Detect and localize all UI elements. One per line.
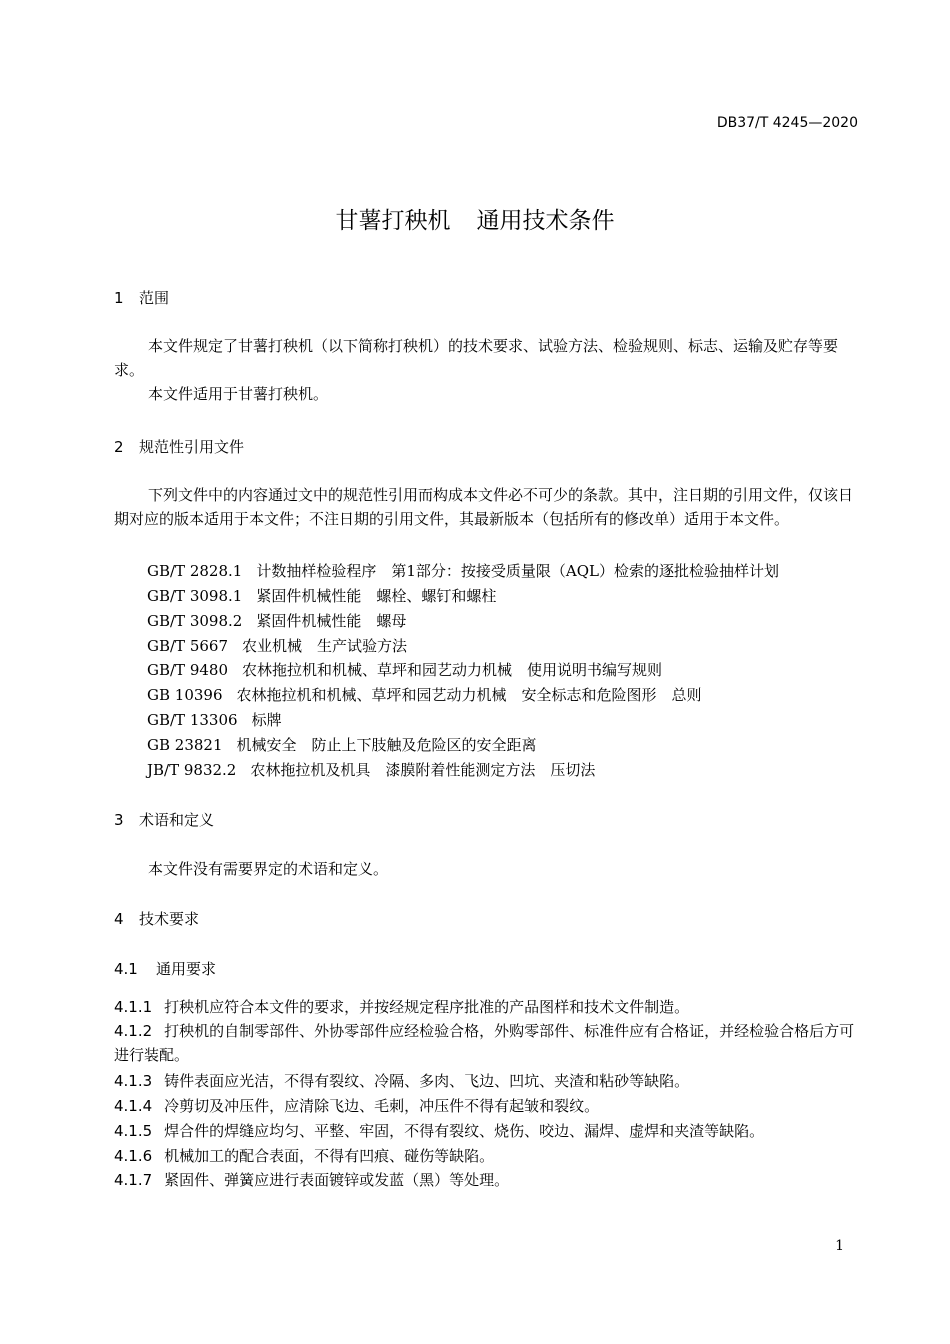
- reference-item: [147, 585, 496, 606]
- clause-item: [114, 1119, 864, 1143]
- section-title: 规范性引用文件: [139, 438, 245, 456]
- reference-code: GB/T 9480: [147, 661, 229, 679]
- section-title: 术语和定义: [139, 811, 215, 829]
- reference-code: GB/T 2828.1: [147, 562, 243, 580]
- reference-code: GB/T 5667: [147, 637, 229, 655]
- clause-item: [114, 1144, 864, 1168]
- section-3-body: [114, 857, 862, 881]
- reference-item: [147, 734, 537, 755]
- section-heading-1: [114, 287, 169, 308]
- reference-title: 机械安全 防止上下肢触及危险区的安全距离: [236, 736, 537, 754]
- clause-number: 4.1.2: [114, 1022, 153, 1040]
- reference-item: [147, 684, 702, 705]
- paragraph: 本文件规定了甘薯打秧机（以下简称打秧机）的技术要求、试验方法、检验规则、标志、运输及贮存等要求。: [114, 337, 839, 379]
- clause-text: 机械加工的配合表面，不得有凹痕、碰伤等缺陷。: [164, 1147, 495, 1165]
- reference-item: [147, 759, 595, 780]
- paragraph: 下列文件中的内容通过文中的规范性引用而构成本文件必不可少的条款。其中，注日期的引用文件，仅该日期对应的版本适用于本文件；不注日期的引用文件，其最新版本（包括所有的修改单）适用于本文件。: [114, 486, 854, 528]
- section-title: 技术要求: [139, 910, 200, 928]
- clause-text: 打秧机的自制零部件、外协零部件应经检验合格，外购零部件、标准件应有合格证，并经检验合格后方可进行装配。: [114, 1022, 855, 1064]
- reference-title: 农林拖拉机和机械、草坪和园艺动力机械 安全标志和危险图形 总则: [236, 686, 702, 704]
- reference-item: [147, 635, 407, 656]
- section-number: 4: [114, 910, 124, 928]
- clause-text: 紧固件、弹簧应进行表面镀锌或发蓝（黑）等处理。: [164, 1171, 510, 1189]
- page-title: [0, 202, 950, 235]
- reference-title: 农业机械 生产试验方法: [242, 637, 408, 655]
- reference-title: 农林拖拉机和机械、草坪和园艺动力机械 使用说明书编写规则: [242, 661, 663, 679]
- reference-item: [147, 610, 406, 631]
- clause-text: 焊合件的焊缝应均匀、平整、牢固，不得有裂纹、烧伤、咬边、漏焊、虚焊和夹渣等缺陷。: [164, 1122, 765, 1140]
- reference-code: GB/T 3098.2: [147, 612, 243, 630]
- page-number: 1: [835, 1238, 844, 1254]
- reference-code: JB/T 9832.2: [147, 761, 237, 779]
- section-number: 2: [114, 438, 124, 456]
- title-part1: 甘薯打秧机: [335, 208, 451, 234]
- reference-item: [147, 709, 282, 730]
- reference-item: [147, 659, 662, 680]
- section-title: 范围: [139, 289, 170, 307]
- section-1-body: [114, 334, 862, 406]
- clause-number: 4.1.3: [114, 1072, 153, 1090]
- reference-code: GB 23821: [147, 736, 223, 754]
- clause-item: [114, 1094, 864, 1118]
- section-2-body: [114, 483, 862, 531]
- clause-number: 4.1.4: [114, 1097, 153, 1115]
- reference-code: GB/T 13306: [147, 711, 238, 729]
- section-number: 3: [114, 811, 124, 829]
- reference-title: 紧固件机械性能 螺母: [256, 612, 407, 630]
- section-number: 1: [114, 289, 124, 307]
- clause-item: [114, 995, 864, 1019]
- reference-code: GB 10396: [147, 686, 223, 704]
- clause-item: [114, 1019, 864, 1067]
- reference-title: 农林拖拉机及机具 漆膜附着性能测定方法 压切法: [250, 761, 596, 779]
- reference-title: 计数抽样检验程序 第1部分：按接受质量限（AQL）检索的逐批检验抽样计划: [256, 562, 779, 580]
- paragraph: 本文件适用于甘薯打秧机。: [148, 385, 329, 403]
- clause-number: 4.1.5: [114, 1122, 153, 1140]
- reference-code: GB/T 3098.1: [147, 587, 243, 605]
- clause-item: [114, 1069, 864, 1093]
- paragraph: 本文件没有需要界定的术语和定义。: [148, 860, 389, 878]
- subsection-title: 通用要求: [156, 960, 217, 978]
- subsection-heading-4-1: [114, 958, 216, 979]
- reference-title: 紧固件机械性能 螺栓、螺钉和螺柱: [256, 587, 497, 605]
- title-part2: 通用技术条件: [476, 208, 615, 234]
- clause-number: 4.1.7: [114, 1171, 153, 1189]
- section-heading-2: [114, 436, 244, 457]
- clause-item: [114, 1168, 864, 1192]
- reference-title: 标牌: [251, 711, 282, 729]
- clause-number: 4.1.6: [114, 1147, 153, 1165]
- standard-number: DB37/T 4245—2020: [716, 115, 858, 131]
- clause-number: 4.1.1: [114, 998, 153, 1016]
- clause-text: 冷剪切及冲压件，应清除飞边、毛刺，冲压件不得有起皱和裂纹。: [164, 1097, 600, 1115]
- clause-text: 铸件表面应光洁，不得有裂纹、冷隔、多肉、飞边、凹坑、夹渣和粘砂等缺陷。: [164, 1072, 690, 1090]
- section-heading-3: [114, 809, 214, 830]
- section-heading-4: [114, 908, 199, 929]
- clause-text: 打秧机应符合本文件的要求，并按经规定程序批准的产品图样和技术文件制造。: [164, 998, 690, 1016]
- subsection-number: 4.1: [114, 960, 138, 978]
- reference-item: [147, 560, 779, 581]
